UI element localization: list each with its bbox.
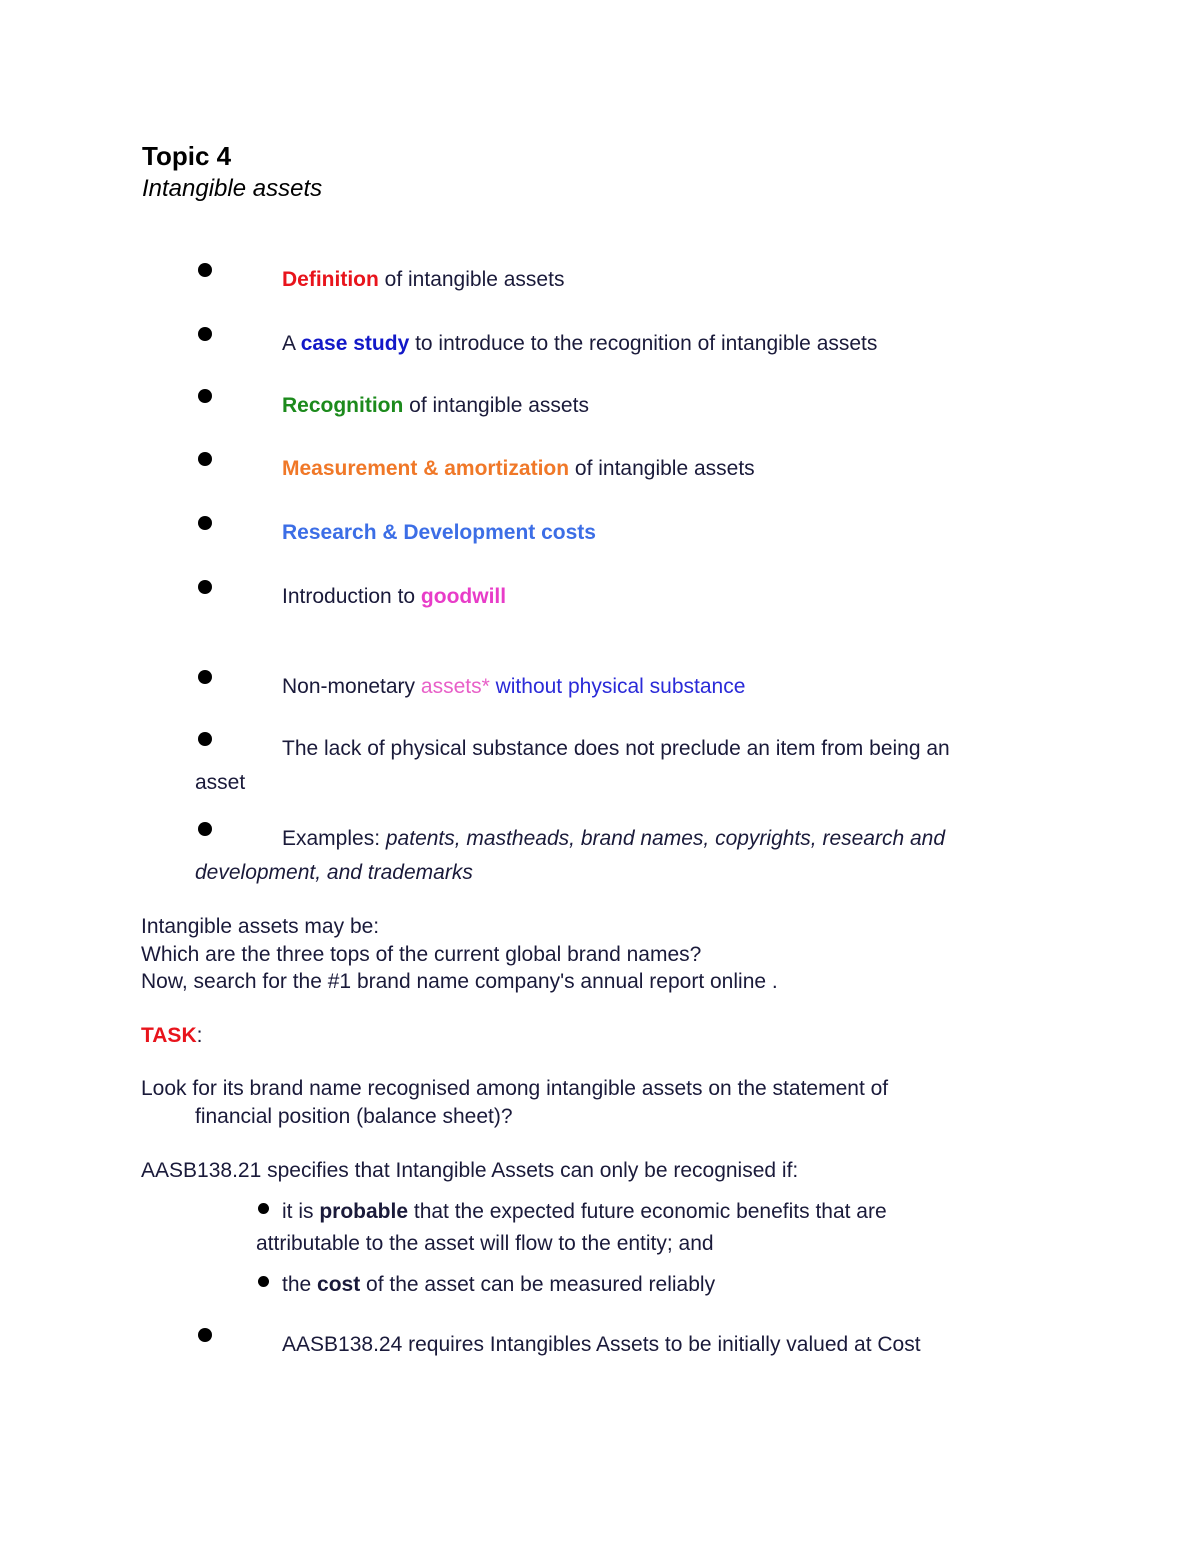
topic-text: of intangible assets — [378, 268, 565, 291]
topic-highlight: Measurement & amortization — [282, 457, 570, 480]
definition-text: without physical substance — [489, 675, 746, 698]
topic-highlight: Definition — [282, 268, 379, 291]
topic-text: to introduce to the recognition of intangible assets — [409, 332, 878, 355]
criterion-bold: cost — [317, 1273, 361, 1296]
task-colon: : — [196, 1024, 203, 1047]
examples-line-2: development, and trademarks — [195, 861, 473, 884]
aasb-24-line: AASB138.24 requires Intangibles Assets to be initially valued at Cost — [282, 1333, 921, 1356]
bullet-icon — [198, 327, 212, 341]
topic-recognition — [282, 394, 589, 418]
bullet-icon — [198, 389, 212, 403]
criterion-text: that the expected future economic benefits that are — [408, 1200, 887, 1223]
criterion-text: the — [282, 1273, 318, 1296]
topic-text: Introduction to — [282, 585, 421, 608]
task-line-2: financial position (balance sheet)? — [195, 1105, 513, 1128]
substance-line-2: asset — [195, 771, 246, 794]
topic-highlight: case study — [300, 332, 410, 355]
criterion-bold: probable — [319, 1200, 409, 1223]
examples-line-1 — [282, 827, 945, 851]
criterion-text: it is — [282, 1200, 320, 1223]
bullet-icon — [258, 1203, 269, 1214]
bullet-icon — [198, 516, 212, 530]
examples-label: Examples: — [282, 827, 386, 850]
page-subtitle: Intangible assets — [142, 175, 323, 202]
bullet-icon — [198, 580, 212, 594]
topic-highlight: Research & Development costs — [282, 521, 596, 544]
topic-highlight: Recognition — [282, 394, 404, 417]
bullet-icon — [198, 1328, 212, 1342]
definition-line — [282, 675, 745, 699]
bullet-icon — [198, 452, 212, 466]
topic-definition — [282, 268, 564, 292]
assets-highlight: assets* — [420, 675, 490, 698]
definition-text: Non-monetary — [282, 675, 421, 698]
examples-text: patents, mastheads, brand names, copyrights, research and — [385, 827, 946, 850]
paragraph: Intangible assets may be: — [141, 915, 380, 938]
substance-line-1: The lack of physical substance does not preclude an item from being an — [282, 737, 950, 760]
topic-highlight: goodwill — [420, 585, 507, 608]
bullet-icon — [198, 732, 212, 746]
criterion-text: of the asset can be measured reliably — [360, 1273, 716, 1296]
criterion-cost — [282, 1273, 715, 1297]
topic-text: of intangible assets — [569, 457, 755, 480]
topic-text: of intangible assets — [403, 394, 589, 417]
page-title: Topic 4 — [142, 141, 232, 171]
bullet-icon — [198, 263, 212, 277]
aasb-21-paragraph: AASB138.21 specifies that Intangible Assets can only be recognised if: — [141, 1159, 799, 1182]
task-label: TASK — [141, 1024, 197, 1047]
task-line-1: Look for its brand name recognised among intangible assets on the statement of — [141, 1077, 889, 1100]
topic-goodwill — [282, 585, 506, 609]
paragraph: Now, search for the #1 brand name company's annual report online . — [141, 970, 778, 993]
bullet-icon — [198, 822, 212, 836]
topic-measurement — [282, 457, 755, 481]
topic-text: A — [282, 332, 301, 355]
paragraph: Which are the three tops of the current global brand names? — [141, 943, 702, 966]
task-heading — [141, 1024, 202, 1048]
topic-research — [282, 521, 596, 545]
criterion-probable — [282, 1200, 887, 1224]
topic-case-study — [282, 332, 877, 356]
bullet-icon — [258, 1276, 269, 1287]
bullet-icon — [198, 670, 212, 684]
criterion-probable-line-2: attributable to the asset will flow to the entity; and — [256, 1232, 714, 1255]
